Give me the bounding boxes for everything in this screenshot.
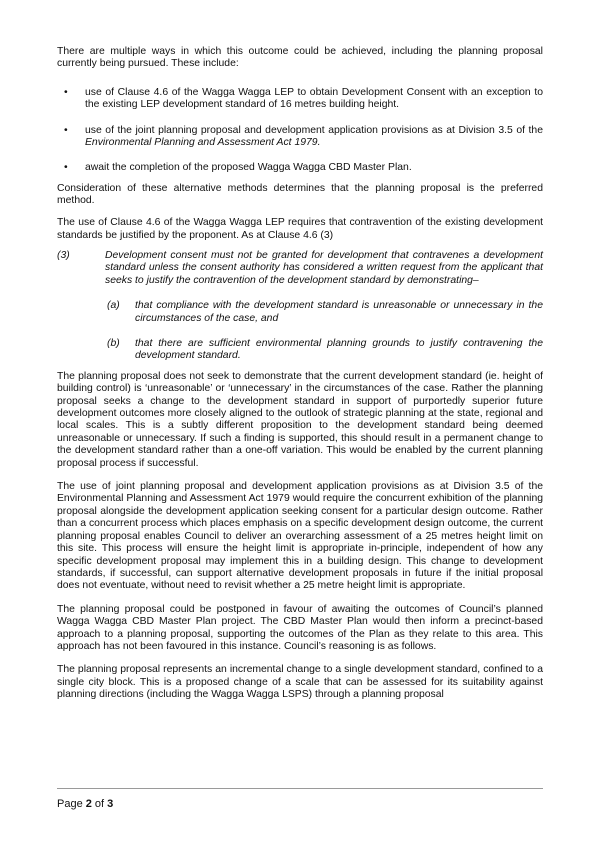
document-body	[57, 46, 543, 702]
quote-subclause-a: (a) that compliance with the development standard is unreasonable or unnecessary in the circumstances of the case, and	[107, 300, 543, 324]
footer-divider	[57, 788, 543, 789]
list-item: • use of Clause 4.6 of the Wagga Wagga LEP to obtain Development Consent with an exception to the existing LEP development standard of 16 metres building height.	[64, 86, 543, 111]
joint-provisions-paragraph: The use of joint planning proposal and development application provisions as at Division 3.5 of the Environmental Planning and Assessment Act 1979 would require the concurrent exhibition of the planning proposal alongside the development application seeking consent for a particular design outcome. Rather than a concurrent process which places emphasis on a specific development design outcome, the current planning proposal enables Council to deliver an overarching assessment of a 25 metres height limit on this site. This process will ensure the height limit is appropriate in-principle, independent of how any specific development proposal may implement this in a building design. This change to development standards, if successful, can support alternative development proposals in future if the initial proposal does not eventuate, without need to revisit whether a 25 metre height limit is appropriate.	[57, 481, 543, 592]
bullet-icon: •	[64, 86, 68, 98]
act-title: Environmental Planning and Assessment Act 1979.	[85, 137, 321, 149]
quote-subclause-b: (b) that there are sufficient environmental planning grounds to justify contravening the development standard.	[107, 338, 543, 362]
bullet-icon: •	[64, 124, 68, 136]
clause-quote	[57, 250, 543, 287]
clause-intro-paragraph: The use of Clause 4.6 of the Wagga Wagga LEP requires that contravention of the existing development standards be justified by the proponent. As at Clause 4.6 (3)	[57, 217, 543, 241]
list-item: • use of the joint planning proposal and development application provisions as at Division 3.5 of the Environmental Planning and Assessment Act 1979.	[64, 124, 543, 149]
planning-proposal-paragraph: The planning proposal does not seek to demonstrate that the current development standard (ie. height of building control) is ‘unreasonable’ or ‘unnecessary’ in the circumstances of the case. Rather the planning proposal seeks a change to the development standard in support of purportedly superior future development outcomes more closely aligned to the outlook of strategic planning at the state, regional and local scales. This is a subtly different proposition to the development standard being deemed unreasonable or unnecessary. If such a finding is supported, this should result in a permanent change to the development standard rather than a one-off variation. This would be enabled by the current planning proposal process if successful.	[57, 370, 543, 469]
quote-text: Development consent must not be granted for development that contravenes a development standard unless the consent authority has considered a written request from the applicant that seeks to justify the contravention of the development standard by demonstrating–	[105, 249, 543, 286]
incremental-paragraph: The planning proposal represents an incremental change to a single development standard, confined to a single city block. This is a proposed change of a scale that can be assessed for its suitability against planning directions (including the Wagga Wagga LSPS) through a planning proposal	[57, 664, 543, 701]
postponed-paragraph: The planning proposal could be postponed in favour of awaiting the outcomes of Council’s planned Wagga Wagga CBD Master Plan project. The CBD Master Plan would then inform a precinct-based approach to a planning proposal, supporting the outcomes of the Plan as they relate to this area. This approach has not been favoured in this instance. Council’s reasoning is as follows.	[57, 603, 543, 652]
intro-paragraph: There are multiple ways in which this outcome could be achieved, including the planning proposal currently being pursued. These include:	[57, 46, 543, 70]
list-item: • await the completion of the proposed Wagga Wagga CBD Master Plan.	[64, 162, 412, 174]
quote-number: (3)	[57, 249, 70, 261]
bullet-icon: •	[64, 162, 68, 174]
consideration-paragraph: Consideration of these alternative methods determines that the planning proposal is the preferred method.	[57, 182, 543, 207]
options-list	[57, 87, 543, 175]
page-number: Page 2 of 3	[57, 798, 114, 810]
